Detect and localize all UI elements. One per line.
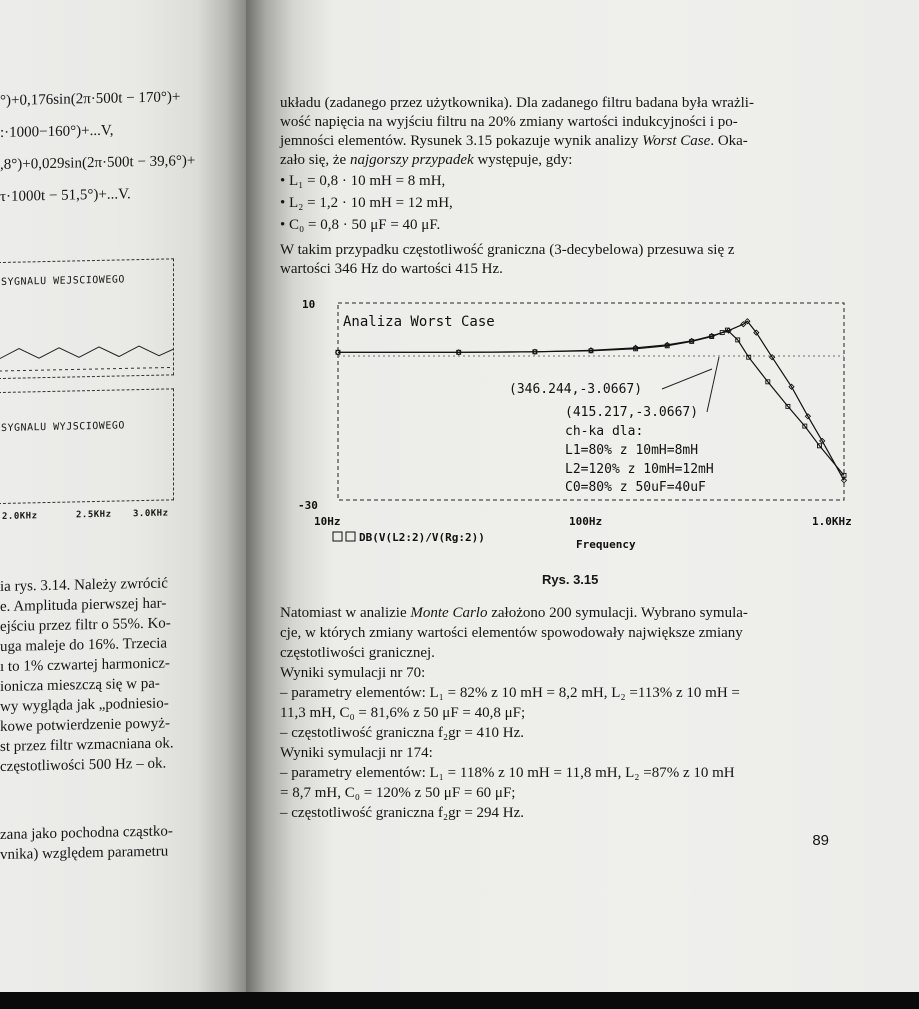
annotation-header: ch-ka dla: — [565, 424, 644, 439]
sim174-title: Wyniki symulacji nr 174: — [280, 745, 433, 761]
sim70-item: – parametry elementów: L₁ = 82% z 10 mH = 8,2 mH, L₂ =113% z 10 mH = — [280, 685, 740, 701]
worst-case-term: Worst Case — [642, 133, 711, 149]
x-tick-10hz: 10Hz — [314, 515, 341, 528]
chart-title: Analiza Worst Case — [343, 314, 495, 330]
text-line: ejściu przez filtr o 55%. Ko- — [0, 615, 171, 635]
figure-caption: Rys. 3.15 — [542, 572, 599, 587]
output-signal-label: SYGNALU WYJSCIOWEGO — [1, 420, 125, 434]
axis-tick: 3.0KHz — [133, 508, 169, 520]
annotation-worst-cutoff: (415.217,-3.0667) — [565, 405, 699, 420]
series-layer — [336, 319, 847, 483]
annotation-leader — [707, 357, 719, 412]
right-page — [246, 0, 919, 1009]
text-line: układu (zadanego przez użytkownika). Dla zadanego filtru badana była wrażli- — [280, 95, 754, 111]
annotation-nominal-cutoff: (346.244,-3.0667) — [509, 382, 643, 397]
text-line: ionicza mieszczą się w pa- — [0, 675, 160, 695]
legend-marker-diamond — [346, 532, 355, 541]
sim70-title: Wyniki symulacji nr 70: — [280, 665, 426, 681]
bullet-item: • L₁ = 0,8 · 10 mH = 8 mH, — [280, 173, 446, 189]
axis-tick: 2.5KHz — [76, 509, 112, 521]
text-line: wartości 346 Hz do wartości 415 Hz. — [280, 261, 503, 277]
text-line: vnika) względem parametru — [0, 843, 169, 863]
equation-line: τ·1000t − 51,5°)+...V. — [0, 186, 131, 205]
annotation-l2: L2=120% z 10mH=12mH — [565, 462, 714, 477]
equation-line: °)+0,176sin(2π·500t − 170°)+ — [0, 89, 181, 109]
text-line: uga maleje do 16%. Trzecia — [0, 635, 168, 655]
x-tick-100hz: 100Hz — [569, 515, 603, 528]
text-line: jemności elementów. Rysunek 3.15 pokazuje wynik analizy Worst Case. Oka- — [280, 133, 748, 149]
text-line: W takim przypadku częstotliwość graniczna (3-decybelowa) przesuwa się z — [280, 242, 735, 258]
text-line: wy wygląda jak „podniesio- — [0, 695, 169, 715]
worst-case-phrase: najgorszy przypadek — [349, 152, 474, 168]
sim174-item: – parametry elementów: L₁ = 118% z 10 mH = 11,8 mH, L₂ =87% z 10 mH — [280, 765, 735, 781]
text-line: częstotliwości granicznej. — [280, 645, 435, 661]
text-line: częstotliwości 500 Hz – ok. — [0, 755, 167, 775]
sim70-item: 11,3 mH, C₀ = 81,6% z 50 μF = 40,8 μF; — [280, 705, 526, 721]
bullet-item: • L₂ = 1,2 · 10 mH = 12 mH, — [280, 195, 453, 211]
text-line: kowe potwierdzenie powyż- — [0, 715, 170, 735]
text-line: ı to 1% czwartej harmonicz- — [0, 655, 170, 675]
sim70-item: – częstotliwość graniczna f₂gr = 410 Hz. — [280, 725, 525, 741]
legend-marker-square — [333, 532, 342, 541]
text-line: e. Amplituda pierwszej har- — [0, 595, 167, 615]
input-signal-plot — [0, 258, 174, 379]
legend-label: DB(V(L2:2)/V(Rg:2)) — [359, 531, 485, 544]
page-number: 89 — [812, 832, 829, 849]
axis-tick: 2.0KHz — [2, 511, 38, 522]
text-line: zało się, że najgorszy przypadek występuje, gdy: — [280, 152, 573, 168]
sim174-item: – częstotliwość graniczna f₂gr = 294 Hz. — [280, 805, 525, 821]
output-signal-plot — [0, 388, 174, 504]
text-line: zana jako pochodna cząstko- — [0, 823, 173, 843]
annotation-leader — [662, 369, 712, 389]
annotation-c0: C0=80% z 50uF=40uF — [565, 480, 706, 495]
bullet-item: • C₀ = 0,8 · 50 μF = 40 μF. — [280, 217, 441, 233]
input-signal-label: SYGNALU WEJSCIOWEGO — [1, 274, 125, 288]
y-tick-bottom: -30 — [298, 499, 318, 512]
y-tick-top: 10 — [302, 298, 316, 311]
equation-line: ,8°)+0,029sin(2π·500t − 39,6°)+ — [0, 152, 196, 173]
monte-carlo-term: Monte Carlo — [410, 605, 488, 621]
left-page — [0, 0, 246, 1009]
annotation-l1: L1=80% z 10mH=8mH — [565, 443, 699, 458]
sim174-item: = 8,7 mH, C₀ = 120% z 50 μF = 60 μF; — [280, 785, 516, 801]
text-line: wość napięcia na wyjściu filtru na 20% zmiany wartości indukcyjności i po- — [280, 114, 738, 130]
equation-line: :·1000−160°)+...V, — [0, 122, 114, 141]
x-axis-label: Frequency — [576, 538, 636, 551]
worst-case-chart — [292, 292, 852, 552]
text-line: Natomiast w analizie Monte Carlo założono 200 symulacji. Wybrano symula- — [280, 605, 748, 621]
text-line: ia rys. 3.14. Należy zwrócić — [0, 575, 168, 595]
x-tick-1khz: 1.0KHz — [812, 515, 852, 528]
input-signal-wave — [0, 259, 173, 378]
scan-bottom-edge — [0, 992, 919, 1009]
text-line: cje, w których zmiany wartości elementów spowodowały największe zmiany — [280, 625, 743, 641]
text-line: st przez filtr wzmacniana ok. — [0, 735, 174, 755]
